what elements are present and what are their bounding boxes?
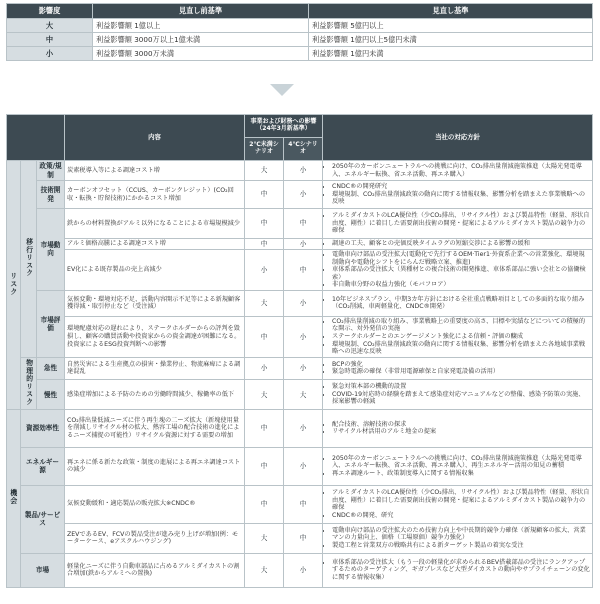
table-row: [7, 357, 593, 380]
table-row: [7, 209, 593, 239]
criteria-before: 利益影響額 3000万以上1億未満: [93, 33, 309, 47]
impact-4c: 中: [284, 209, 323, 239]
impact-4c: 小: [284, 239, 323, 250]
risk-content: アルミ価格高騰による調達コスト増: [65, 239, 245, 250]
policy-item: • 電動車向け部品の受注拡大(電動化で先行するOEM·Tier1·外資系企業への営業強化、環境規制動向や電動化シフトをにらんだ戦略立案、推進): [332, 251, 590, 266]
risk-content: 気候変動・環境対応不足、活動内容開示不足等による新規顧客獲得減・取引停止など（受注減）: [65, 290, 245, 316]
criteria-before: 利益影響額 1億以上: [93, 19, 309, 33]
policy-item: • 車体系部品の受注拡大（もう一段の軽量化が求められるBEV搭載部品の受注にランクアップするためのターゲティング、ギガプレスなど大型ダイカストの動向やサプライチェーンの変化に関する情報収集）: [332, 559, 590, 582]
policy-item: • 緊急対策本部の機動的設置: [332, 383, 590, 391]
opportunity-content: 再エネに係る新たな政策・制度の進展による再エネ調達コストの減少: [65, 447, 245, 485]
criteria-after: 利益影響額 1億円以上5億円未満: [309, 33, 593, 47]
table-row: [7, 409, 593, 447]
policy-item: • 環境規制、CO₂排出量削減政策の動向に関する情報収集、影響分析を踏まえた各地域事業戦略への迅速な反映: [332, 341, 590, 356]
header-impact: 事業および財務への影響（24年3月新基準）: [245, 115, 323, 138]
impact-4c: 大: [284, 380, 323, 409]
impact-4c: 小: [284, 447, 323, 485]
impact-4c: 小: [284, 553, 323, 587]
opportunity-content: CO₂排出量低減ニーズに伴う再生塊の二ーズ拡大（新塊使用量を削減しリサイクル材の拡大、熱容工場の配合技術の進化によるニーズ捕捉の可能性）リサイクル資源に対する需要の増加: [65, 409, 245, 447]
criteria-row: [7, 33, 593, 47]
criteria-level: 小: [7, 47, 93, 61]
category-risk: リスク: [7, 161, 21, 410]
table-row: [7, 380, 593, 409]
table-header-row: [7, 115, 593, 138]
subcategory-reputation: 市場評価: [37, 290, 65, 357]
impact-4c: 小: [284, 181, 323, 209]
impact-2c: 中: [245, 447, 284, 485]
impact-2c: 中: [245, 239, 284, 250]
impact-2c: 小: [245, 357, 284, 380]
chevron-down-icon: [270, 84, 294, 96]
policy-item: • リサイクル材活用のアルミ地金の提案: [332, 428, 590, 436]
table-row: [7, 239, 593, 250]
subcategory-opp-market: 市場: [21, 553, 65, 587]
policy-item: • CNDC®の開発、研究: [332, 512, 590, 520]
subcategory-policy: 政策/規制: [37, 161, 65, 181]
policy-cell: [323, 380, 593, 409]
risk-content: EV化による既存製品の売上高減少: [65, 250, 245, 291]
impact-2c: 大: [245, 553, 284, 587]
criteria-level: 中: [7, 33, 93, 47]
risk-content: 感染症増加による予防のための労働時間減少、稼働率の低下: [65, 380, 245, 409]
policy-item: • 配合技術、溶解技術の探求: [332, 421, 590, 429]
policy-cell: [323, 357, 593, 380]
policy-item: • ステークホルダーとのエンゲージメント強化による信頼・評価の醸成: [332, 333, 590, 341]
criteria-header-level: 影響度: [7, 4, 93, 19]
criteria-header-after: 見直し基準: [309, 4, 593, 19]
subcategory-acute: 急性: [37, 357, 65, 380]
impact-4c: 中: [284, 250, 323, 291]
policy-item: • アルミダイカストのLCA優位性（少CO₂排出、リサイクル性）および製品特性（軽量、形状自由度、剛性）に着目した需要創出技術の開発・提案によるアルミダイカスト製品の競争力の確保: [332, 489, 590, 512]
criteria-after: 利益影響額 5億円以上: [309, 19, 593, 33]
policy-cell: [323, 409, 593, 447]
subcategory-chronic: 慢性: [37, 380, 65, 409]
table-row: [7, 523, 593, 553]
table-row: [7, 250, 593, 291]
table-row: [7, 181, 593, 209]
policy-item: • CO₂排出量削減の取り組み、事業戦略上の重要度の高さ、目標や実績などについての積極的な開示、対外発信の実施: [332, 318, 590, 333]
category-transition-risk: 移行リスク: [21, 161, 37, 358]
criteria-row: [7, 47, 593, 61]
subcategory-tech: 技術開発: [37, 181, 65, 209]
header-2c-scenario: 2℃未満シナリオ: [245, 138, 284, 161]
policy-item: • 調達の工夫、顧客との売価反映タイムラグの短縮交渉による影響の緩和: [332, 240, 590, 248]
policy-cell: [323, 523, 593, 553]
impact-2c: 中: [245, 316, 284, 357]
impact-2c: 中: [245, 181, 284, 209]
opportunity-content: 軽量化ニーズに伴う自動車部品に占めるアルミダイカストの割合増加(鉄からアルミへの置換): [65, 553, 245, 587]
risk-content: 炭素税導入等による調達コスト増: [65, 161, 245, 181]
policy-item: • 緊急時電源の確保（非常用電源確保と自家発電設備の活用）: [332, 368, 590, 376]
subcategory-energy: エネルギー源: [21, 447, 65, 485]
header-policy: 当社の対応方針: [323, 115, 593, 161]
policy-item: • アルミダイカストのLCA優位性（少CO₂排出、リサイクル性）および製品特性（軽量、形状自由度、剛性）に着目した需要創出技術の開発・提案によるアルミダイカスト製品の競争力の確保: [332, 212, 590, 235]
impact-2c: 大: [245, 523, 284, 553]
climate-risk-table: [6, 114, 593, 588]
policy-item: • 製造工程と営業双方の戦略共有による新ターゲット製品の着実な受注: [332, 542, 590, 550]
risk-content: カーボンオフセット（CCUS、カーボンクレジット）(CO₂回収・転換・貯留技術)にかかるコスト増加: [65, 181, 245, 209]
opportunity-content: 気候変動緩和・適応製品の販売拡大※CNDC®: [65, 485, 245, 523]
policy-cell: [323, 485, 593, 523]
table-row: [7, 161, 593, 181]
impact-4c: 小: [284, 357, 323, 380]
risk-content: 自然災害による生産拠点の損害・操業停止、物流麻痺による調達混乱: [65, 357, 245, 380]
header-blank: [7, 115, 65, 161]
policy-item: • 車体系部品の受注拡大（異種材との複合技術の開発推進、車体系部品に強い会社との協働検索）: [332, 266, 590, 281]
impact-2c: 中: [245, 209, 284, 239]
subcategory-market: 市場動向: [37, 209, 65, 291]
impact-4c: 中: [284, 485, 323, 523]
subcategory-product: 製品/サービス: [21, 485, 65, 553]
impact-4c: 小: [284, 316, 323, 357]
criteria-before: 利益影響額 3000万未満: [93, 47, 309, 61]
policy-item: • CNDC®の開発研究: [332, 183, 590, 191]
table-row: [7, 485, 593, 523]
criteria-level: 大: [7, 19, 93, 33]
policy-item: • 再エネ調達ルート、政策制度導入に関する情報収集: [332, 470, 590, 478]
policy-item: • 2050年のカーボンニュートラルへの挑戦に向け、CO₂排出量削減施策推進（太陽光発電導入、エネルギー転換、省エネ活動、再エネ購入）: [332, 163, 590, 178]
policy-cell: [323, 250, 593, 291]
subcategory-resource: 資源効率性: [21, 409, 65, 447]
criteria-header-row: [7, 4, 593, 19]
policy-cell: [323, 209, 593, 239]
policy-cell: [323, 553, 593, 587]
category-physical-risk: 物理的リスク: [21, 357, 37, 409]
impact-2c: 中: [245, 485, 284, 523]
impact-2c: 小: [245, 250, 284, 291]
policy-item: • COVID-19対応時の経験を踏まえて感染症対応マニュアルなどの整備、感染予防策の実施、採案影響の軽減: [332, 391, 590, 406]
impact-4c: 小: [284, 409, 323, 447]
table-row: [7, 553, 593, 587]
impact-4c: 中: [284, 523, 323, 553]
policy-cell: [323, 290, 593, 316]
opportunity-content: ZEVであるEV、FCVの製品受注が進み売り上げが増加(例：モーターケース、eアスクルハウジング): [65, 523, 245, 553]
table-row: [7, 290, 593, 316]
criteria-header-before: 見直し前基準: [93, 4, 309, 19]
impact-4c: 小: [284, 290, 323, 316]
category-opportunity: 機会: [7, 409, 21, 587]
table-row: [7, 316, 593, 357]
policy-cell: [323, 316, 593, 357]
policy-item: • 非自動車分野の収益力強化（モバフロア）: [332, 281, 590, 289]
impact-2c: 大: [245, 290, 284, 316]
criteria-after: 利益影響額 1億円未満: [309, 47, 593, 61]
risk-content: 鉄からの材料置換がアルミ以外になることによる市場規模減少: [65, 209, 245, 239]
policy-item: • BCPの強化: [332, 361, 590, 369]
impact-2c: 大: [245, 380, 284, 409]
policy-item: • 10年ビジネスプラン、中期3カ年方針における全社重点戦略項目としての多面的な取り組み（CO₂削減、車両軽量化、CNDC®開発）: [332, 296, 590, 311]
policy-cell: [323, 239, 593, 250]
policy-item: • 2050年のカーボンニュートラルへの挑戦に向け、CO₂排出量削減施策推進（太陽光発電導入、エネルギー転換、省エネ活動、再エネ購入）、再生エネルギー活用の知見の蓄積: [332, 455, 590, 470]
policy-cell: [323, 181, 593, 209]
policy-item: • 環境規制、CO₂排出量削減政策の動向に関する情報収集、影響分析を踏まえた事業戦略への反映: [332, 191, 590, 206]
table-row: [7, 447, 593, 485]
header-content: 内容: [65, 115, 245, 161]
impact-2c: 大: [245, 161, 284, 181]
impact-criteria-table: [6, 3, 593, 61]
impact-2c: 中: [245, 409, 284, 447]
policy-cell: [323, 447, 593, 485]
header-4c-scenario: 4℃シナリオ: [284, 138, 323, 161]
impact-4c: 小: [284, 161, 323, 181]
policy-cell: [323, 161, 593, 181]
risk-content: 環境配慮対応の遅れにより、ステークホルダーからの評判を毀損し、顧客の購買活動や投資家からの資金調達が困難になる。投資家によるESG投資判断への影響: [65, 316, 245, 357]
criteria-row: [7, 19, 593, 33]
policy-item: • 電動車向け部品の受注拡大のため技術力向上や中長期的競争力確保（新規顧客の拡大、営業マンの力量向上、価格（工場原価）競争力強化）: [332, 527, 590, 542]
